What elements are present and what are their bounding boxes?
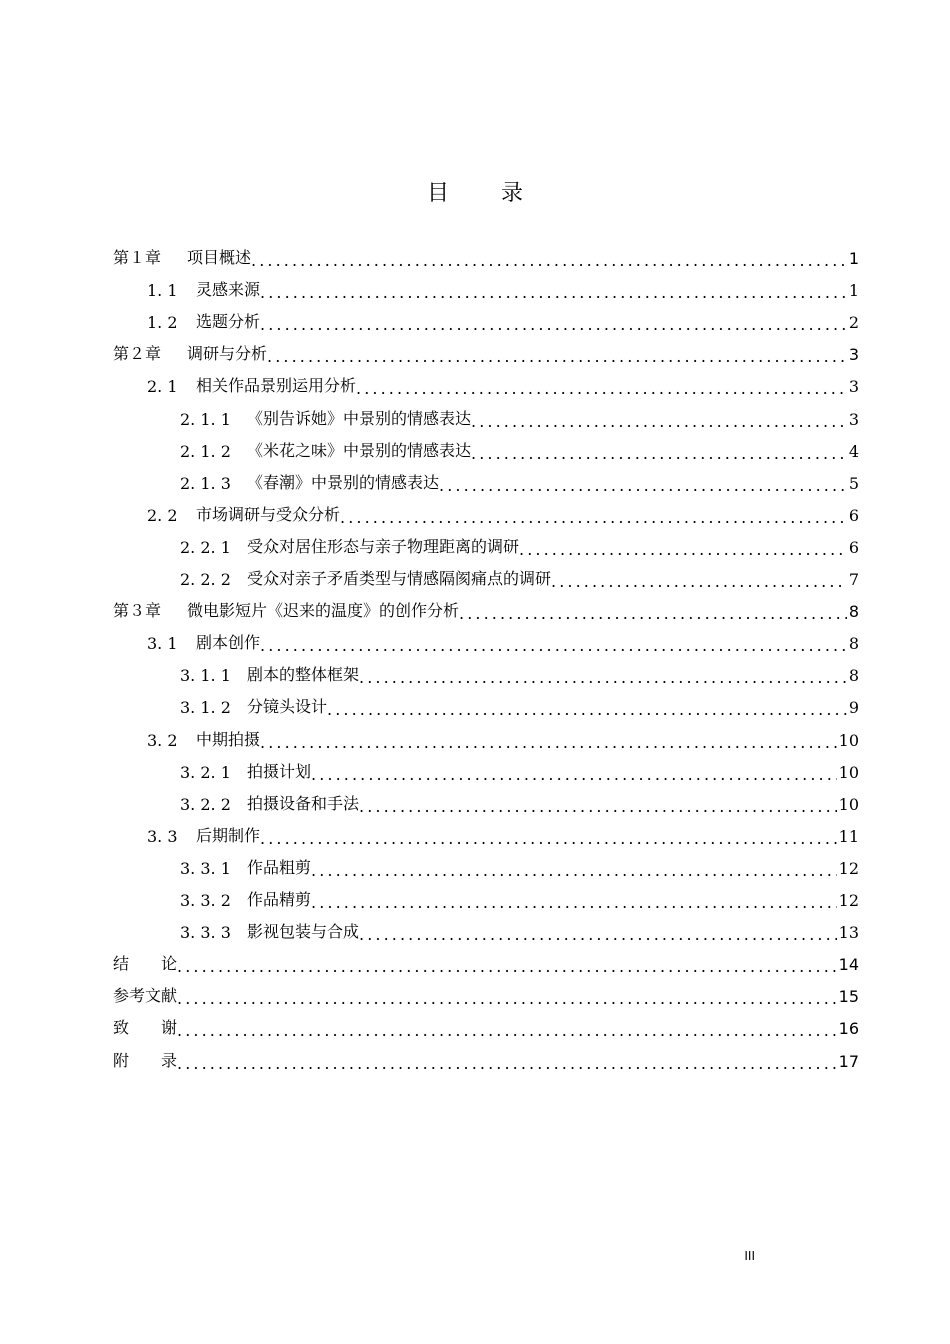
toc-entry-page: 1 xyxy=(848,281,859,301)
toc-entry-number: 2. 1 xyxy=(147,377,178,397)
toc-entry-title: 受众对居住形态与亲子物理距离的调研 xyxy=(247,536,520,556)
toc-entry[interactable] xyxy=(113,437,859,461)
toc-dot-leader xyxy=(177,1053,837,1071)
toc-dot-leader xyxy=(439,475,847,493)
toc-entry-title: 结 论 xyxy=(113,954,178,974)
toc-dot-leader xyxy=(327,699,847,717)
toc-dot-leader xyxy=(260,635,847,653)
toc-entry-page: 17 xyxy=(838,1051,859,1071)
toc-entry-page: 5 xyxy=(848,473,859,493)
toc-entry-page: 10 xyxy=(838,730,859,750)
toc-entry-title: 剧本创作 xyxy=(196,633,261,653)
toc-entry[interactable] xyxy=(113,276,859,300)
toc-entry[interactable] xyxy=(113,822,859,846)
toc-entry-title: 市场调研与受众分析 xyxy=(196,504,341,524)
toc-entry-title: 灵感来源 xyxy=(196,280,261,300)
toc-entry[interactable] xyxy=(113,405,859,429)
toc-dot-leader xyxy=(359,667,847,685)
toc-entry[interactable] xyxy=(113,533,859,557)
toc-entry-page: 8 xyxy=(848,666,859,686)
toc-entry-page: 4 xyxy=(848,441,859,461)
toc-entry-page: 6 xyxy=(848,537,859,557)
toc-dot-leader xyxy=(311,860,837,878)
toc-entry[interactable] xyxy=(113,950,859,974)
toc-dot-leader xyxy=(260,282,847,300)
toc-dot-leader xyxy=(251,250,847,268)
toc-dot-leader xyxy=(311,764,837,782)
toc-entry-title: 分镜头设计 xyxy=(247,697,328,717)
toc-entry-title: 拍摄计划 xyxy=(247,761,312,781)
toc-dot-leader xyxy=(471,443,847,461)
toc-entry-number: 3. 1. 1 xyxy=(180,666,231,686)
toc-entry-page: 2 xyxy=(848,313,859,333)
toc-dot-leader xyxy=(267,346,847,364)
toc-entry-number: 2. 2. 1 xyxy=(180,537,231,557)
toc-entry-number: 2. 2. 2 xyxy=(180,570,231,589)
toc-dot-leader xyxy=(471,411,847,429)
toc-entry-page: 14 xyxy=(838,955,859,975)
toc-entry-number: 3. 3. 2 xyxy=(180,891,231,910)
toc-entry-page: 10 xyxy=(838,762,859,782)
toc-entry[interactable] xyxy=(113,565,859,589)
toc-dot-leader xyxy=(260,732,837,750)
toc-entry-number: 3. 2. 1 xyxy=(180,762,231,782)
toc-entry-title: 选题分析 xyxy=(196,312,261,332)
toc-entry-title: 项目概述 xyxy=(187,248,252,267)
toc-entry-number: 3. 1 xyxy=(147,634,178,654)
toc-entry-number: 1. 1 xyxy=(147,281,178,301)
toc-entry[interactable] xyxy=(113,372,859,396)
title-char-2: 录 xyxy=(501,181,524,206)
toc-entry[interactable] xyxy=(113,693,859,717)
toc-entry-title: 中期拍摄 xyxy=(196,729,261,749)
toc-entry[interactable] xyxy=(113,308,859,332)
toc-entry-title: 后期制作 xyxy=(196,825,261,845)
toc-entry[interactable] xyxy=(113,982,859,1006)
toc-entry-page: 7 xyxy=(848,570,859,589)
toc-entry-title: 《别告诉她》中景别的情感表达 xyxy=(247,408,472,428)
toc-dot-leader xyxy=(519,539,847,557)
toc-dot-leader xyxy=(260,828,837,846)
toc-dot-leader xyxy=(551,571,847,589)
toc-dot-leader xyxy=(177,956,837,974)
toc-entry-title: 附 录 xyxy=(113,1050,178,1070)
toc-entry-page: 3 xyxy=(848,377,859,397)
toc-entry-title: 作品精剪 xyxy=(247,890,312,909)
toc-entry-page: 10 xyxy=(838,794,859,814)
toc-entry[interactable] xyxy=(113,918,859,942)
toc-entry[interactable] xyxy=(113,597,859,621)
toc-dot-leader xyxy=(260,314,847,332)
toc-entry-number: 3. 3 xyxy=(147,826,178,846)
toc-dot-leader xyxy=(359,796,837,814)
toc-entry-number: 第３章 xyxy=(113,601,162,621)
toc-entry-number: 第２章 xyxy=(113,344,162,364)
toc-entry[interactable] xyxy=(113,1047,859,1071)
toc-entry-title: 受众对亲子矛盾类型与情感隔阂痛点的调研 xyxy=(247,569,552,588)
toc-dot-leader xyxy=(359,924,837,942)
toc-entry[interactable] xyxy=(113,1014,859,1038)
toc-entry-page: 12 xyxy=(838,891,859,910)
toc-entry[interactable] xyxy=(113,886,859,910)
toc-dot-leader xyxy=(340,507,847,525)
toc-entry-title: 调研与分析 xyxy=(187,344,268,364)
toc-dot-leader xyxy=(311,892,837,910)
toc-entry[interactable] xyxy=(113,501,859,525)
toc-entry-number: 3. 3. 1 xyxy=(180,858,231,878)
toc-entry[interactable] xyxy=(113,661,859,685)
toc-entry-title: 《米花之味》中景别的情感表达 xyxy=(247,440,472,460)
toc-entry-page: 12 xyxy=(838,858,859,878)
toc-entry[interactable] xyxy=(113,629,859,653)
toc-entry-number: 2. 1. 3 xyxy=(180,473,231,493)
toc-entry-title: 相关作品景别运用分析 xyxy=(196,376,357,396)
toc-entry-title: 《春潮》中景别的情感表达 xyxy=(247,472,440,492)
toc-entry-page: 15 xyxy=(838,987,859,1007)
toc-dot-leader xyxy=(459,603,847,621)
toc-entry-number: 1. 2 xyxy=(147,313,178,333)
toc-entry-page: 16 xyxy=(838,1019,859,1039)
toc-dot-leader xyxy=(356,378,847,396)
toc-entry-number: 3. 3. 3 xyxy=(180,923,231,943)
toc-dot-leader xyxy=(177,1020,837,1038)
toc-entry-number: 3. 1. 2 xyxy=(180,698,231,718)
toc-entry-title: 剧本的整体框架 xyxy=(247,665,360,685)
toc-entry-page: 9 xyxy=(848,698,859,718)
toc-entry-page: 3 xyxy=(848,345,859,365)
title-char-1: 目 xyxy=(426,181,449,206)
toc-dot-leader xyxy=(177,988,837,1006)
toc-entry-page: 13 xyxy=(838,923,859,943)
toc-entry-title: 拍摄设备和手法 xyxy=(247,793,360,813)
toc-entry[interactable] xyxy=(113,244,859,268)
toc-entry-title: 作品粗剪 xyxy=(247,857,312,877)
toc-entry-page: 8 xyxy=(848,634,859,654)
toc-entry[interactable] xyxy=(113,790,859,814)
toc-entry-title: 参考文献 xyxy=(113,986,178,1006)
toc-entry[interactable] xyxy=(113,758,859,782)
toc-entry-number: 2. 2 xyxy=(147,505,178,525)
toc-entry[interactable] xyxy=(113,854,859,878)
toc-entry-page: 11 xyxy=(838,826,859,846)
toc-entry-page: 1 xyxy=(848,249,859,268)
toc-entry-title: 致 谢 xyxy=(113,1018,178,1038)
toc-entry-number: 3. 2. 2 xyxy=(180,794,231,814)
toc-entry[interactable] xyxy=(113,340,859,364)
toc-entry-number: 第１章 xyxy=(113,248,162,267)
toc-entry-page: 6 xyxy=(848,505,859,525)
page-title xyxy=(0,176,950,207)
toc-entry-number: 2. 1. 1 xyxy=(180,409,231,429)
toc-entry[interactable] xyxy=(113,726,859,750)
toc-entry[interactable] xyxy=(113,469,859,493)
page-number-footer: III xyxy=(744,1249,755,1263)
toc-entry-title: 微电影短片《迟来的温度》的创作分析 xyxy=(187,601,460,621)
toc-entry-number: 2. 1. 2 xyxy=(180,441,231,461)
toc-entry-page: 8 xyxy=(848,602,859,622)
toc-entry-page: 3 xyxy=(848,409,859,429)
toc-entry-title: 影视包装与合成 xyxy=(247,922,360,942)
toc-entry-number: 3. 2 xyxy=(147,730,178,750)
